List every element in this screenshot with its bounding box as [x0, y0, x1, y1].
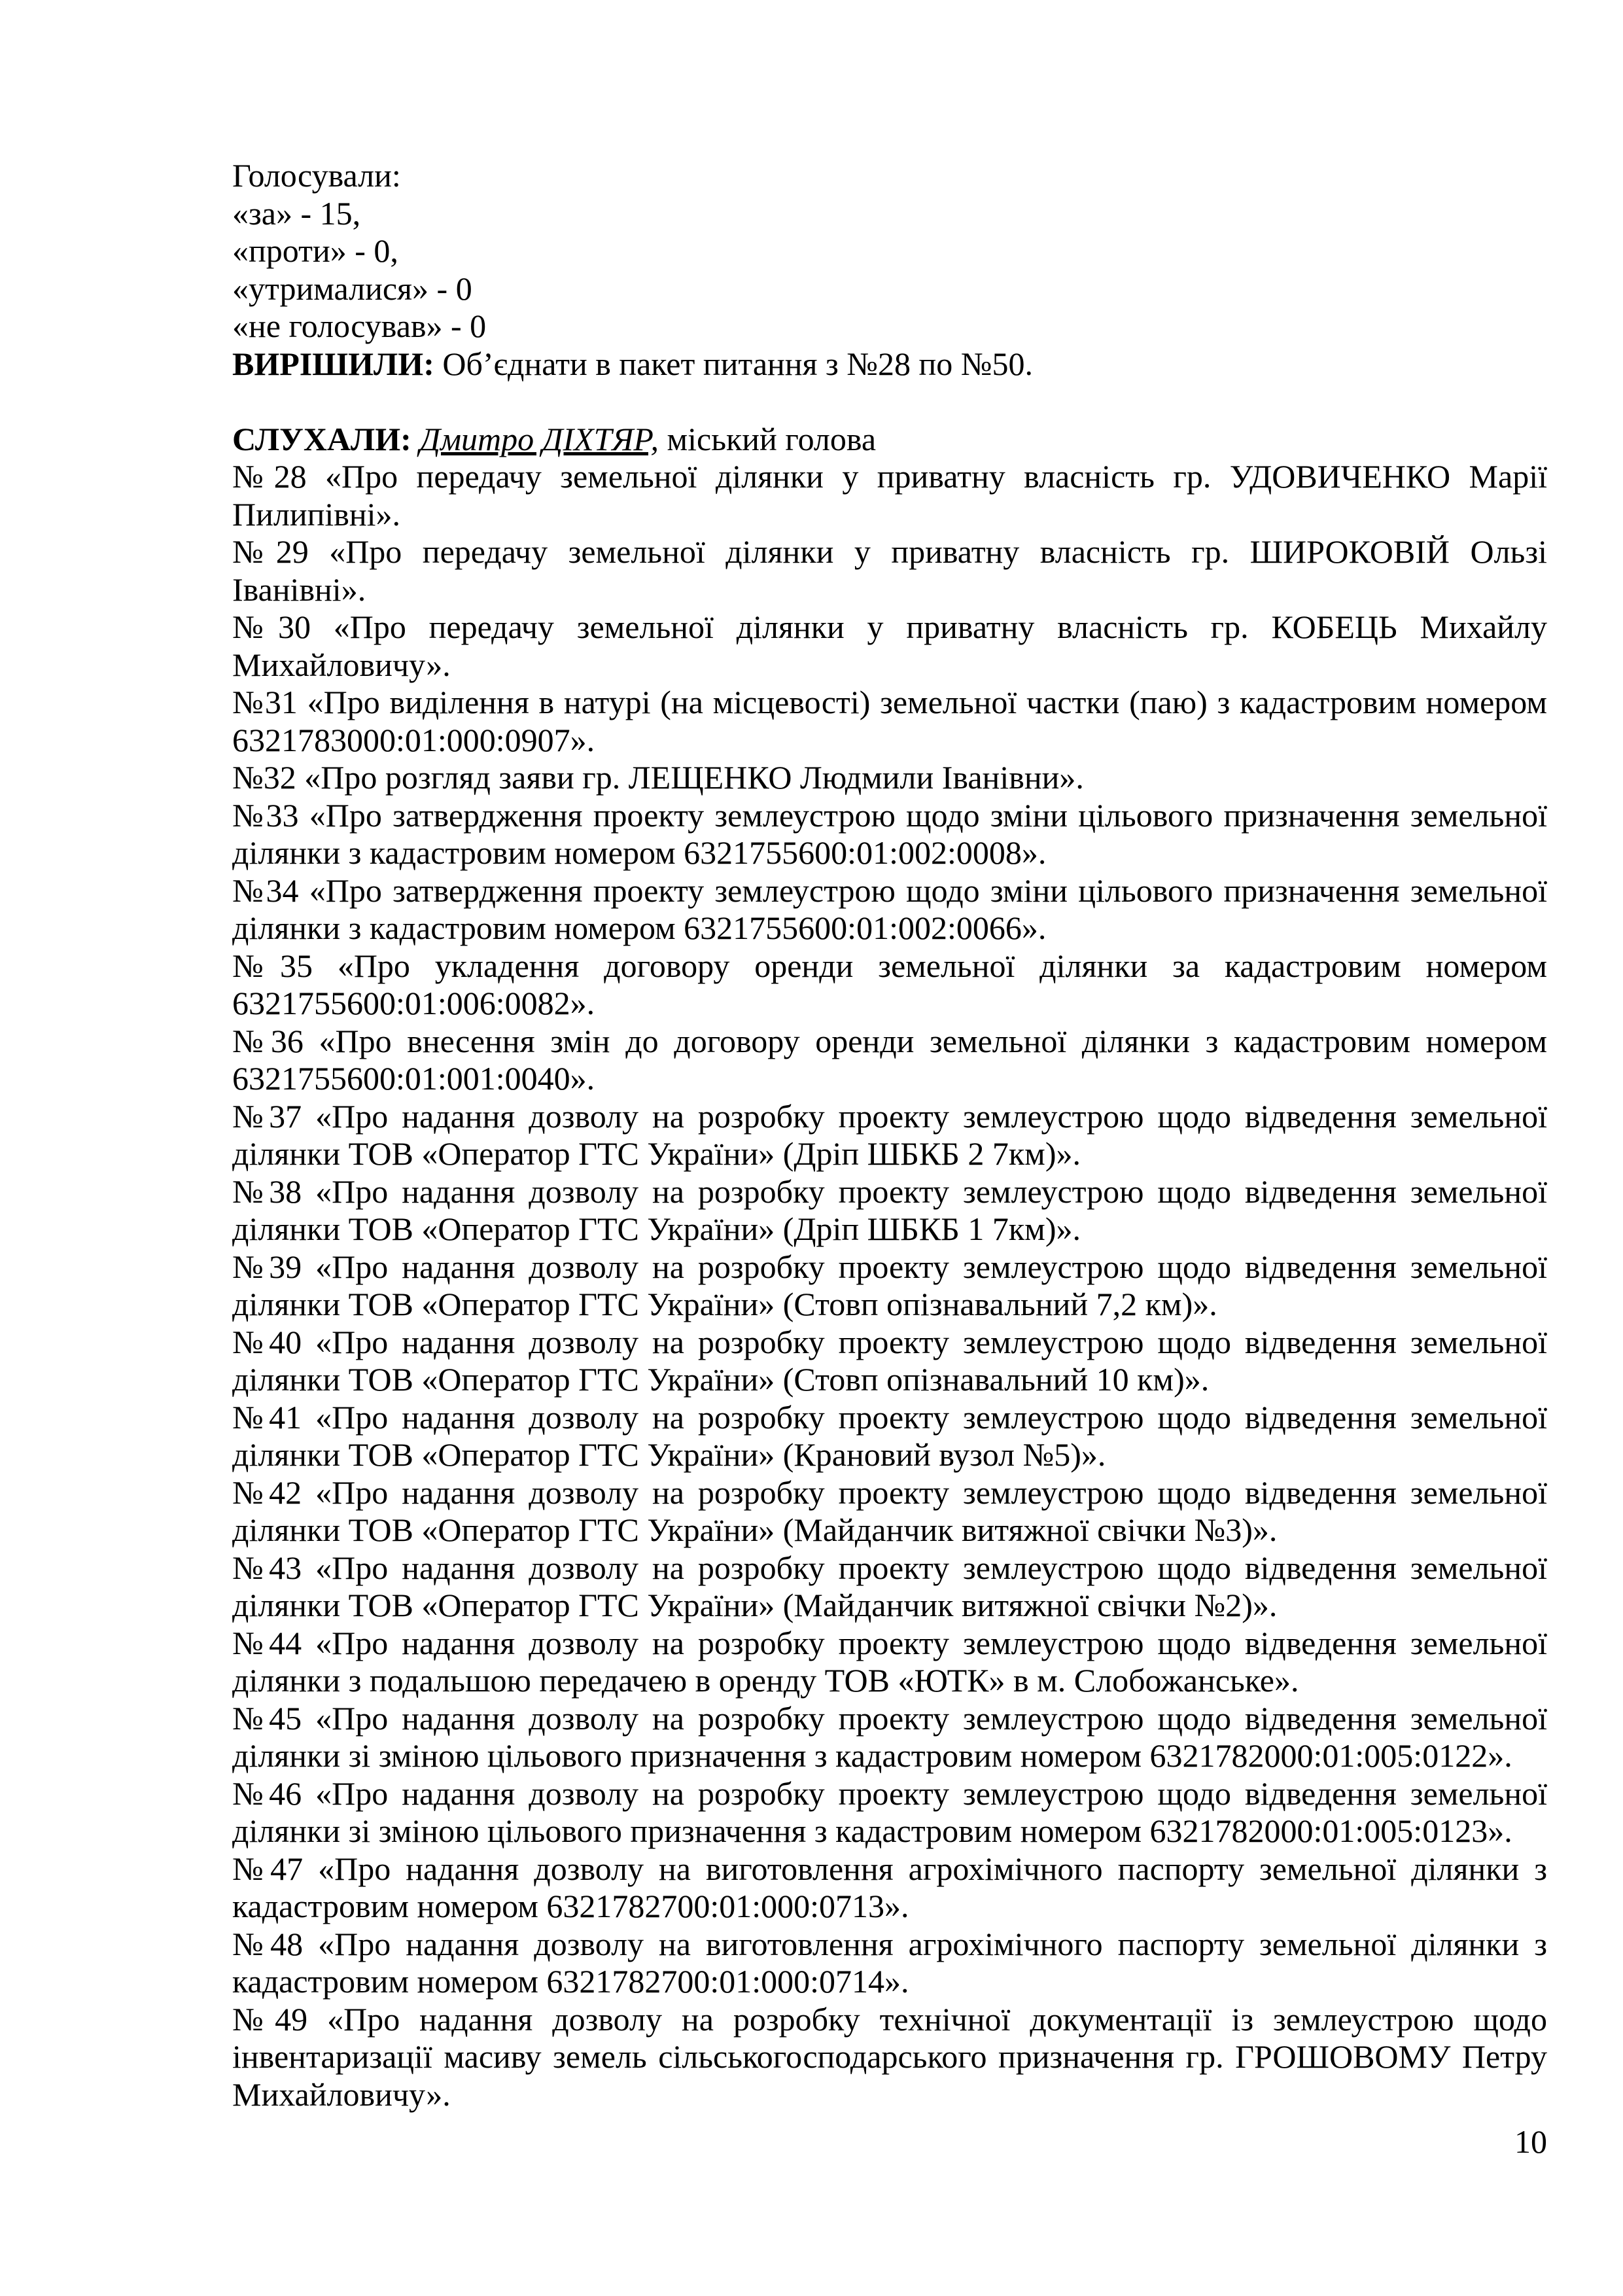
decision-text: Об’єднати в пакет питання з №28 по №50.	[434, 345, 1033, 382]
agenda-item: №33 «Про затвердження проекту землеустрою щодо зміни цільового призначення земельної ділянки з кадастровим номером 6321755600:01:002:0008».	[232, 796, 1547, 871]
agenda-item: №35 «Про укладення договору оренди земельної ділянки за кадастровим номером 6321755600:01:006:0082».	[232, 947, 1547, 1021]
blank-line	[232, 383, 1547, 421]
speaker-role: міський голова	[658, 420, 877, 457]
heard-label: СЛУХАЛИ:	[232, 420, 411, 457]
vote-abstained: «утрималися» - 0	[232, 270, 472, 307]
decision	[232, 345, 1547, 383]
page-number: 10	[1514, 2123, 1547, 2160]
agenda-items	[232, 458, 1547, 2113]
agenda-item: №41 «Про надання дозволу на розробку проекту землеустрою щодо відведення земельної ділянки ТОВ «Оператор ГТС України» (Крановий вузол №5)».	[232, 1398, 1547, 1473]
agenda-item: №42 «Про надання дозволу на розробку проекту землеустрою щодо відведення земельної ділянки ТОВ «Оператор ГТС України» (Майданчик витяжної свічки №3)».	[232, 1474, 1547, 1548]
agenda-item: №47 «Про надання дозволу на виготовлення агрохімічного паспорту земельної ділянки з кадастровим номером 6321782700:01:000:0713».	[232, 1850, 1547, 1924]
agenda-item: №40 «Про надання дозволу на розробку проекту землеустрою щодо відведення земельної ділянки ТОВ «Оператор ГТС України» (Стовп опізнавальний 10 км)».	[232, 1323, 1547, 1398]
agenda-item: №38 «Про надання дозволу на розробку проекту землеустрою щодо відведення земельної ділянки ТОВ «Оператор ГТС України» (Дріп ШБКБ 1 7км)».	[232, 1173, 1547, 1247]
agenda-item: №48 «Про надання дозволу на виготовлення агрохімічного паспорту земельної ділянки з кадастровим номером 6321782700:01:000:0714».	[232, 1925, 1547, 2000]
agenda-item: №39 «Про надання дозволу на розробку проекту землеустрою щодо відведення земельної ділянки ТОВ «Оператор ГТС України» (Стовп опізнавальний 7,2 км)».	[232, 1248, 1547, 1322]
document-body	[232, 157, 1547, 2113]
agenda-item: №30 «Про передачу земельної ділянки у приватну власність гр. КОБЕЦЬ Михайлу Михайловичу».	[232, 609, 1547, 683]
agenda-item: №32 «Про розгляд заяви гр. ЛЕЩЕНКО Людмили Іванівни».	[232, 759, 1084, 796]
vote-against: «проти» - 0,	[232, 232, 398, 269]
heard	[232, 421, 1547, 459]
agenda-item: №31 «Про виділення в натурі (на місцевості) земельної частки (паю) з кадастровим номером 6321783000:01:000:0907».	[232, 684, 1547, 758]
decision-label: ВИРІШИЛИ:	[232, 345, 434, 382]
agenda-item: №49 «Про надання дозволу на розробку технічної документації із землеустрою щодо інвентаризації масиву земель сільськогосподарського призначення гр. ГРОШОВОМУ Петру Михайловичу».	[232, 2000, 1547, 2113]
vote-not-voted: «не голосував» - 0	[232, 308, 487, 344]
agenda-item: №44 «Про надання дозволу на розробку проекту землеустрою щодо відведення земельної ділянки з подальшою передачею в оренду ТОВ «ЮТК» в м. Слобожанське».	[232, 1624, 1547, 1699]
agenda-item: №36 «Про внесення змін до договору оренди земельної ділянки з кадастровим номером 6321755600:01:001:0040».	[232, 1022, 1547, 1097]
agenda-item: №37 «Про надання дозволу на розробку проекту землеустрою щодо відведення земельної ділянки ТОВ «Оператор ГТС України» (Дріп ШБКБ 2 7км)».	[232, 1097, 1547, 1172]
vote-for: «за» - 15,	[232, 194, 361, 232]
agenda-item: №43 «Про надання дозволу на розробку проекту землеустрою щодо відведення земельної ділянки ТОВ «Оператор ГТС України» (Майданчик витяжної свічки №2)».	[232, 1549, 1547, 1623]
agenda-item: №29 «Про передачу земельної ділянки у приватну власність гр. ШИРОКОВІЙ Ользі Іванівні».	[232, 533, 1547, 608]
agenda-item: №46 «Про надання дозволу на розробку проекту землеустрою щодо відведення земельної ділянки зі зміною цільового призначення з кадастровим номером 6321782000:01:005:0123».	[232, 1775, 1547, 1849]
agenda-item: №45 «Про надання дозволу на розробку проекту землеустрою щодо відведення земельної ділянки зі зміною цільового призначення з кадастровим номером 6321782000:01:005:0122».	[232, 1699, 1547, 1774]
voting-title: Голосували:	[232, 157, 401, 194]
agenda-item: №28 «Про передачу земельної ділянки у приватну власність гр. УДОВИЧЕНКО Марії Пилипівні».	[232, 458, 1547, 533]
agenda-item: №34 «Про затвердження проекту землеустрою щодо зміни цільового призначення земельної ділянки з кадастровим номером 6321755600:01:002:0066».	[232, 872, 1547, 946]
speaker-name: Дмитро ДІХТЯР,	[419, 420, 659, 457]
